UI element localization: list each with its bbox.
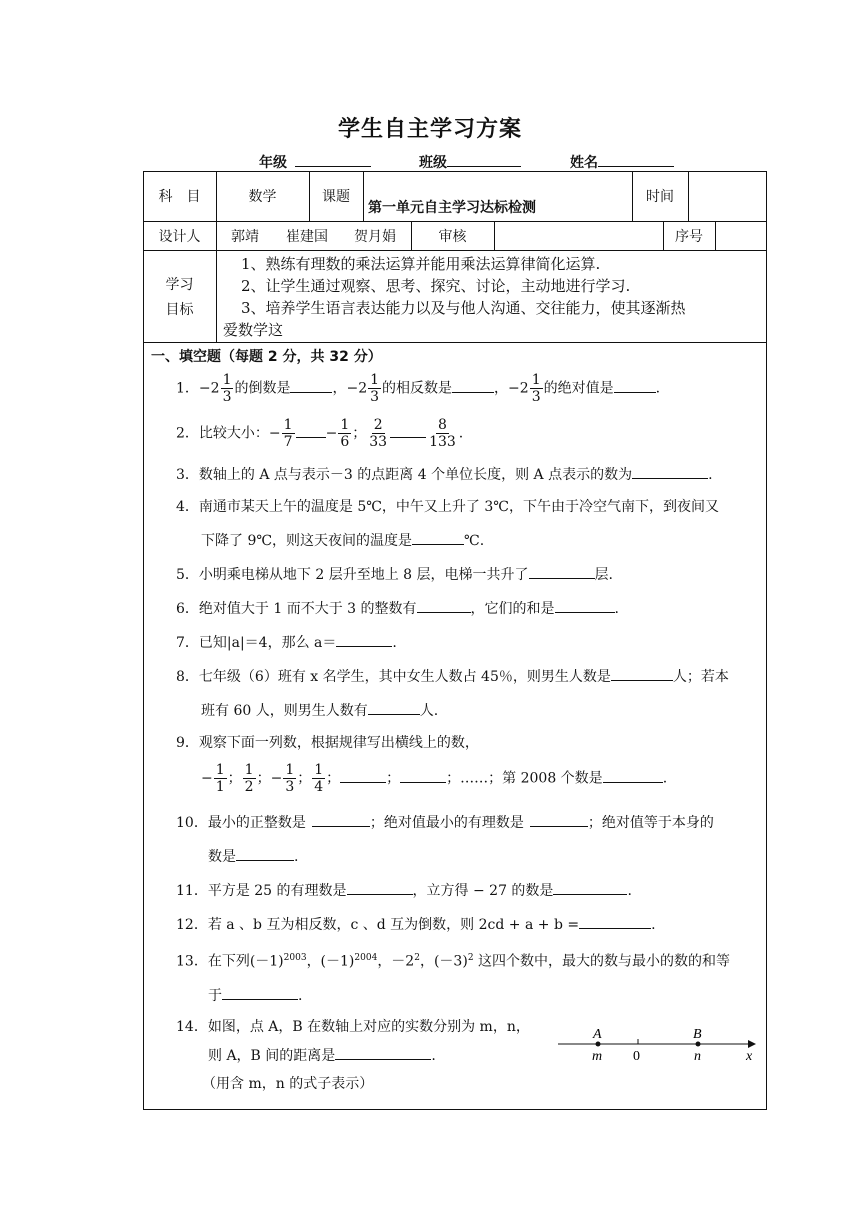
answer-blank[interactable]	[400, 768, 446, 783]
answer-blank[interactable]	[312, 812, 370, 827]
question-2: 2．比较大小：− $\frac{1}{7}$ − $\frac{1}{6}$ ； $\frac{2}{33}$ $\frac{8}{133}$ .	[176, 417, 464, 450]
topic-label: 课题	[322, 189, 350, 205]
fraction: $\frac{1}{2}$	[244, 762, 254, 795]
question-3: 3．数轴上的 A 点与表示－3 的点距离 4 个单位长度，则 A 点表示的数为 .	[176, 464, 713, 485]
review-label: 审核	[438, 228, 467, 245]
designer-name: 崔建国	[286, 228, 328, 245]
answer-blank[interactable]	[417, 598, 471, 613]
serial-label: 序号	[675, 228, 703, 245]
answer-blank[interactable]	[530, 812, 588, 827]
question-9: 9．观察下面一列数，根据规律写出横线上的数，	[176, 735, 479, 751]
answer-blank[interactable]	[222, 985, 298, 1000]
answer-blank[interactable]	[553, 880, 627, 895]
question-12: 12．若 a 、b 互为相反数，c 、d 互为倒数，则 2cd + a + b = .	[176, 914, 656, 935]
question-10: 10．最小的正整数是 ；绝对值最小的有理数是 ；绝对值等于本身的 数是 .	[176, 812, 714, 867]
answer-blank[interactable]	[336, 632, 392, 647]
col-divider	[363, 171, 364, 221]
answer-blank[interactable]	[529, 564, 595, 579]
question-1: 1．−2 $\frac{1}{3}$ 的倒数是 ，−2 $\frac{1}{3}$ 的相反数是 ，−2 $\frac{1}{3}$ 的绝对值是 .	[176, 372, 661, 405]
answer-blank[interactable]	[452, 378, 494, 393]
answer-blank[interactable]	[579, 914, 651, 929]
col-divider	[494, 221, 495, 250]
answer-blank[interactable]	[296, 423, 326, 438]
label-b: B	[693, 1027, 702, 1042]
answer-blank[interactable]	[632, 464, 708, 479]
fraction: $\frac{1}{6}$	[340, 417, 350, 450]
fraction: $\frac{1}{7}$	[283, 417, 293, 450]
subject-label: 科 目	[158, 189, 201, 205]
question-14: 14．如图，点 A，B 在数轴上对应的实数分别为 m，n， 则 A，B 间的距离是 . （用含 m，n 的式子表示）	[176, 1019, 530, 1092]
row-divider	[143, 250, 767, 251]
question-6: 6．绝对值大于 1 而不大于 3 的整数有 ，它们的和是 .	[176, 598, 619, 619]
answer-blank[interactable]	[555, 598, 615, 613]
answer-blank[interactable]	[290, 378, 332, 393]
row-divider	[143, 342, 767, 343]
name-blank[interactable]	[598, 152, 674, 167]
fraction: $\frac{1}{4}$	[314, 762, 324, 795]
fraction: $\frac{1}{3}$	[285, 762, 295, 795]
page-title: 学生自主学习方案	[337, 117, 522, 142]
answer-blank[interactable]	[614, 378, 656, 393]
fraction: $\frac{1}{3}$	[370, 372, 380, 405]
label-zero: 0	[633, 1049, 640, 1064]
designer-name: 贺月娟	[354, 228, 396, 245]
goal-item: 3、培养学生语言表达能力以及与他人沟通、交往能力，使其逐渐热	[241, 299, 686, 317]
fraction: $\frac{8}{133}$	[429, 417, 456, 450]
fraction: $\frac{2}{33}$	[369, 417, 388, 450]
label-a: A	[593, 1027, 602, 1042]
fraction: $\frac{1}{3}$	[531, 372, 541, 405]
answer-blank[interactable]	[611, 666, 673, 681]
section-heading: 一、填空题（每题 2 分，共 32 分）	[151, 349, 382, 365]
grade-blank[interactable]	[295, 152, 371, 167]
goal-item: 1、熟练有理数的乘法运算并能用乘法运算律简化运算.	[241, 255, 601, 273]
name-field: 姓名	[570, 152, 598, 172]
label-x: x	[746, 1049, 753, 1064]
arrowhead-icon	[748, 1040, 756, 1048]
time-value[interactable]	[688, 171, 767, 221]
answer-blank[interactable]	[368, 700, 420, 715]
goals-label-2: 目标	[165, 302, 194, 318]
goals-label-1: 学习	[165, 277, 194, 293]
answer-blank[interactable]	[347, 880, 413, 895]
question-13: 13．在下列$(-1)^{2003}$，$(-1)^{2004}$，$-2^2$，$(-3)^2$ 这四个数中，最大的数与最小的数的和等 于 .	[176, 953, 730, 1004]
question-9-sequence: − $\frac{1}{1}$ ； $\frac{1}{2}$ ；− $\frac{1}{3}$ ； $\frac{1}{4}$ ； ； ；……；第 2008 个数是 .	[201, 762, 668, 795]
label-n: n	[694, 1049, 701, 1064]
answer-blank[interactable]	[390, 423, 426, 438]
learning-goals	[223, 253, 763, 341]
label-m: m	[592, 1049, 603, 1064]
point-b	[696, 1042, 701, 1047]
time-label: 时间	[646, 189, 674, 205]
goal-item: 2、让学生通过观察、思考、探究、讨论，主动地进行学习.	[241, 277, 631, 295]
col-divider	[715, 221, 716, 250]
fraction: $\frac{1}{3}$	[222, 372, 232, 405]
answer-blank[interactable]	[236, 846, 294, 861]
question-8: 8．七年级（6）班有 x 名学生，其中女生人数占 45％，则男生人数是 人；若本 班有 60 人，则男生人数有 人.	[176, 666, 729, 721]
class-blank[interactable]	[447, 152, 521, 167]
answer-blank[interactable]	[340, 768, 386, 783]
fraction: $\frac{1}{1}$	[215, 762, 225, 795]
question-4: 4．南通市某天上午的温度是 5℃，中午又上升了 3℃，下午由于冷空气南下，到夜间又 下降了 9℃，则这天夜间的温度是 ℃.	[176, 499, 719, 549]
question-5: 5．小明乘电梯从地下 2 层升至地上 8 层，电梯一共升了 层.	[176, 564, 613, 585]
number-line	[552, 1022, 762, 1066]
grade-field: 年级	[259, 152, 287, 172]
designer-name: 郭靖	[231, 228, 259, 245]
point-a	[596, 1042, 601, 1047]
topic-value: 第一单元自主学习达标检测	[368, 200, 536, 216]
class-field: 班级	[419, 152, 447, 172]
designer-label: 设计人	[158, 228, 201, 245]
question-7: 7．已知|a|＝4，那么 a＝ .	[176, 632, 397, 653]
answer-blank[interactable]	[603, 768, 663, 783]
answer-blank[interactable]	[412, 530, 464, 545]
answer-blank[interactable]	[335, 1045, 431, 1060]
goal-item: 爱数学这	[223, 321, 284, 339]
question-11: 11．平方是 25 的有理数是 ，立方得 − 27 的数是 .	[176, 880, 632, 901]
subject-value: 数学	[248, 189, 277, 205]
